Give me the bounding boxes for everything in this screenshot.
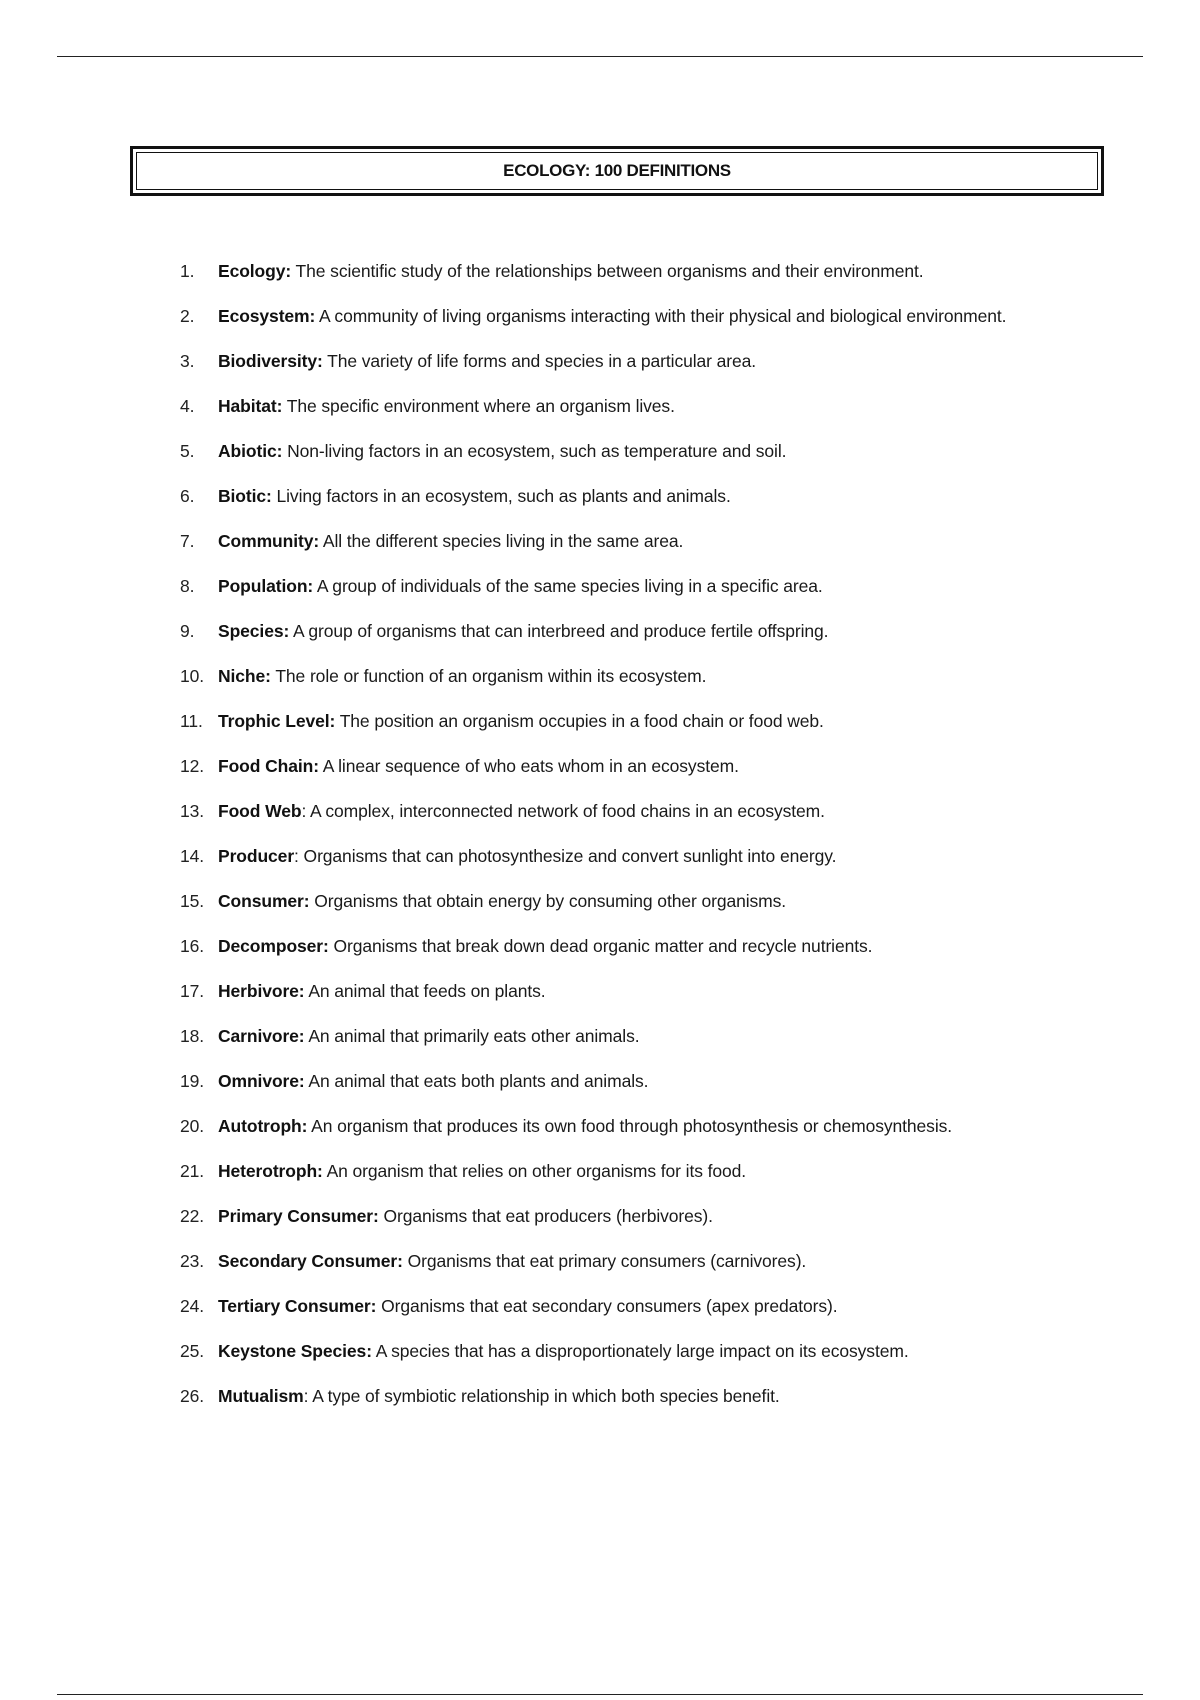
definition-item	[180, 708, 1100, 735]
definition-term: Biodiversity:	[218, 351, 323, 371]
definition-body	[218, 1293, 1100, 1320]
definition-number: 7.	[180, 531, 195, 551]
definition-number: 4.	[180, 396, 195, 416]
definition-number: 11.	[180, 711, 203, 731]
definition-text: An organism that produces its own food through photosynthesis or chemosynthesis.	[307, 1116, 953, 1136]
definition-text: A species that has a disproportionately large impact on its ecosystem.	[371, 1341, 909, 1361]
definition-body	[218, 1068, 1100, 1095]
definition-text: Organisms that break down dead organic matter and recycle nutrients.	[328, 936, 873, 956]
definition-body	[218, 528, 1100, 555]
title-box	[130, 146, 1104, 196]
definition-term: Ecology:	[218, 261, 292, 281]
definition-text: : Organisms that can photosynthesize and convert sunlight into energy.	[294, 846, 837, 866]
definition-item	[180, 1293, 1100, 1320]
definition-text: An animal that feeds on plants.	[304, 981, 546, 1001]
definition-number: 25.	[180, 1341, 205, 1361]
definition-item	[180, 438, 1100, 465]
definition-body	[218, 573, 1100, 600]
definition-term: Food Chain:	[218, 756, 319, 776]
title-box-inner	[136, 152, 1098, 190]
definition-number: 26.	[180, 1386, 205, 1406]
definition-number: 12.	[180, 756, 205, 776]
definition-number: 18.	[180, 1026, 205, 1046]
definition-text: An organism that relies on other organisms for its food.	[322, 1161, 747, 1181]
definition-term: Ecosystem:	[218, 306, 316, 326]
definition-item	[180, 753, 1100, 780]
definition-number: 5.	[180, 441, 195, 461]
definition-term: Secondary Consumer:	[218, 1251, 403, 1271]
definition-term: Carnivore:	[218, 1026, 305, 1046]
definition-item	[180, 933, 1100, 960]
definition-term: Consumer:	[218, 891, 310, 911]
definition-number: 20.	[180, 1116, 205, 1136]
definition-text: A community of living organisms interacting with their physical and biological environment.	[315, 306, 1007, 326]
definition-number: 3.	[180, 351, 195, 371]
definition-body	[218, 1113, 1100, 1140]
definition-item	[180, 1203, 1100, 1230]
definition-body	[218, 1248, 1100, 1275]
definition-item	[180, 303, 1100, 330]
footer-rule	[57, 1694, 1143, 1695]
definition-body	[218, 663, 1100, 690]
definition-item	[180, 1023, 1100, 1050]
definition-term: Biotic:	[218, 486, 272, 506]
definition-body	[218, 753, 1100, 780]
definition-number: 21.	[180, 1161, 205, 1181]
definition-term: Producer	[218, 846, 295, 866]
definition-text: Organisms that eat secondary consumers (apex predators).	[376, 1296, 838, 1316]
definition-term: Heterotroph:	[218, 1161, 323, 1181]
definition-text: Living factors in an ecosystem, such as plants and animals.	[271, 486, 731, 506]
definition-text: The scientific study of the relationships between organisms and their environment.	[291, 261, 924, 281]
definition-number: 8.	[180, 576, 195, 596]
definition-text: : A complex, interconnected network of food chains in an ecosystem.	[301, 801, 825, 821]
definition-number: 1.	[180, 261, 195, 281]
definition-number: 24.	[180, 1296, 205, 1316]
definition-body	[218, 483, 1100, 510]
definition-number: 10.	[180, 666, 205, 686]
definition-item	[180, 258, 1100, 285]
definition-body	[218, 438, 1100, 465]
definition-term: Species:	[218, 621, 290, 641]
page-title: ECOLOGY: 100 DEFINITIONS	[503, 161, 731, 180]
definition-item	[180, 888, 1100, 915]
definition-body	[218, 708, 1100, 735]
definition-item	[180, 798, 1100, 825]
definition-item	[180, 1338, 1100, 1365]
definition-item	[180, 1113, 1100, 1140]
definition-body	[218, 798, 1100, 825]
definition-number: 14.	[180, 846, 205, 866]
definition-term: Primary Consumer:	[218, 1206, 379, 1226]
definition-body	[218, 1023, 1100, 1050]
definition-body	[218, 393, 1100, 420]
definition-body	[218, 1203, 1100, 1230]
definition-item	[180, 1383, 1100, 1410]
definition-text: Organisms that obtain energy by consuming other organisms.	[309, 891, 787, 911]
definition-body	[218, 258, 1100, 285]
definition-item	[180, 1248, 1100, 1275]
definition-text: The variety of life forms and species in a particular area.	[322, 351, 757, 371]
definition-text: Non-living factors in an ecosystem, such as temperature and soil.	[282, 441, 787, 461]
definition-body	[218, 933, 1100, 960]
definition-body	[218, 843, 1100, 870]
definition-number: 13.	[180, 801, 205, 821]
definition-term: Tertiary Consumer:	[218, 1296, 377, 1316]
definition-text: The specific environment where an organism lives.	[282, 396, 675, 416]
definition-number: 19.	[180, 1071, 205, 1091]
definitions-list	[180, 258, 1100, 1428]
definition-term: Community:	[218, 531, 320, 551]
definition-body	[218, 303, 1100, 330]
definition-text: A group of organisms that can interbreed and produce fertile offspring.	[289, 621, 829, 641]
definition-item	[180, 618, 1100, 645]
definition-item	[180, 978, 1100, 1005]
definition-item	[180, 843, 1100, 870]
definition-item	[180, 528, 1100, 555]
definition-item	[180, 483, 1100, 510]
definition-number: 22.	[180, 1206, 205, 1226]
definition-term: Decomposer:	[218, 936, 329, 956]
definition-term: Keystone Species:	[218, 1341, 372, 1361]
definition-text: All the different species living in the same area.	[319, 531, 684, 551]
definition-term: Population:	[218, 576, 314, 596]
definition-item	[180, 1158, 1100, 1185]
definition-text: An animal that eats both plants and animals.	[304, 1071, 649, 1091]
definition-term: Herbivore:	[218, 981, 305, 1001]
definition-text: The position an organism occupies in a food chain or food web.	[335, 711, 824, 731]
definition-body	[218, 1383, 1100, 1410]
definition-item	[180, 573, 1100, 600]
definition-term: Mutualism	[218, 1386, 304, 1406]
definition-text: A group of individuals of the same species living in a specific area.	[313, 576, 823, 596]
definition-number: 15.	[180, 891, 205, 911]
definition-text: : A type of symbiotic relationship in which both species benefit.	[303, 1386, 780, 1406]
definition-text: An animal that primarily eats other animals.	[304, 1026, 640, 1046]
definition-item	[180, 1068, 1100, 1095]
definition-item	[180, 348, 1100, 375]
definition-term: Abiotic:	[218, 441, 283, 461]
definition-item	[180, 663, 1100, 690]
definition-number: 23.	[180, 1251, 205, 1271]
definition-term: Niche:	[218, 666, 271, 686]
definition-term: Omnivore:	[218, 1071, 305, 1091]
definition-body	[218, 618, 1100, 645]
definition-item	[180, 393, 1100, 420]
definition-body	[218, 348, 1100, 375]
definition-text: The role or function of an organism within its ecosystem.	[270, 666, 707, 686]
definition-body	[218, 1158, 1100, 1185]
definition-text: A linear sequence of who eats whom in an ecosystem.	[318, 756, 739, 776]
definition-term: Trophic Level:	[218, 711, 336, 731]
definition-body	[218, 978, 1100, 1005]
definition-body	[218, 888, 1100, 915]
definition-number: 17.	[180, 981, 205, 1001]
definition-term: Food Web	[218, 801, 302, 821]
definition-text: Organisms that eat producers (herbivores).	[378, 1206, 713, 1226]
definition-text: Organisms that eat primary consumers (carnivores).	[402, 1251, 807, 1271]
definition-term: Autotroph:	[218, 1116, 308, 1136]
definition-number: 16.	[180, 936, 205, 956]
definition-number: 9.	[180, 621, 195, 641]
header-rule	[57, 56, 1143, 57]
definition-number: 2.	[180, 306, 195, 326]
definition-number: 6.	[180, 486, 195, 506]
definition-term: Habitat:	[218, 396, 283, 416]
definition-body	[218, 1338, 1100, 1365]
